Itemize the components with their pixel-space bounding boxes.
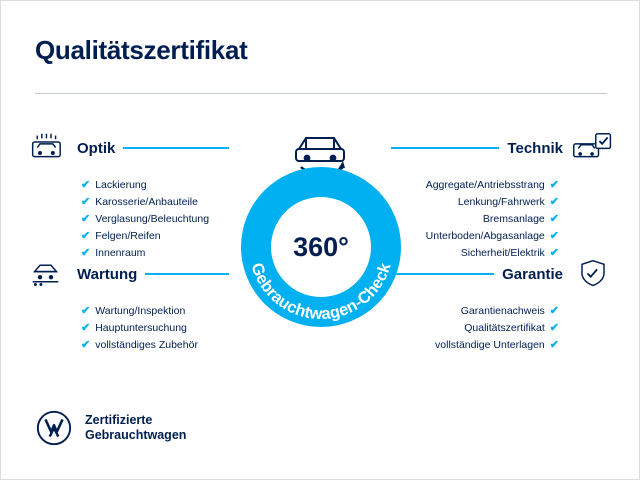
list-item-label: Hauptuntersuchung bbox=[95, 322, 187, 334]
car-lift-icon bbox=[29, 257, 69, 291]
check-icon: ✔ bbox=[549, 339, 559, 351]
title-divider bbox=[35, 93, 607, 94]
footer-text bbox=[85, 413, 186, 443]
section-garantie-title: Garantie bbox=[502, 265, 563, 283]
check-icon: ✔ bbox=[549, 179, 559, 191]
shield-check-icon bbox=[571, 257, 611, 291]
footer-line-1: Zertifizierte bbox=[85, 413, 153, 427]
list-item-label: Bremsanlage bbox=[482, 213, 545, 225]
section-technik-title: Technik bbox=[507, 139, 563, 157]
list-item bbox=[81, 303, 229, 320]
list-item-label: Unterboden/Abgasanlage bbox=[425, 230, 545, 242]
check-icon: ✔ bbox=[549, 230, 559, 242]
list-item bbox=[391, 320, 559, 337]
section-optik-title: Optik bbox=[77, 139, 116, 157]
check-icon: ✔ bbox=[549, 322, 559, 334]
list-item-label: Sicherheit/Elektrik bbox=[460, 247, 545, 259]
section-wartung-title: Wartung bbox=[77, 265, 138, 283]
section-wartung-rule bbox=[145, 273, 229, 275]
check-icon: ✔ bbox=[81, 179, 91, 191]
section-optik bbox=[29, 131, 229, 262]
car-checklist-icon bbox=[571, 131, 611, 165]
section-wartung bbox=[29, 257, 229, 354]
list-item-label: vollständiges Zubehör bbox=[95, 339, 198, 351]
badge-360-gebrauchtwagen-check bbox=[223, 119, 419, 324]
section-optik-header bbox=[29, 131, 229, 165]
check-icon: ✔ bbox=[81, 230, 91, 242]
section-optik-rule bbox=[123, 147, 229, 149]
check-icon: ✔ bbox=[549, 196, 559, 208]
check-icon: ✔ bbox=[81, 305, 91, 317]
list-item bbox=[81, 177, 229, 194]
section-technik-header bbox=[391, 131, 611, 165]
footer-brand bbox=[35, 409, 186, 447]
list-item-label: Garantienachweis bbox=[460, 305, 545, 317]
list-item-label: Qualitätszertifikat bbox=[464, 322, 545, 334]
list-item-label: vollständige Unterlagen bbox=[435, 339, 545, 351]
check-icon: ✔ bbox=[81, 322, 91, 334]
page-title: Qualitätszertifikat bbox=[35, 35, 248, 65]
svg-text:Gebrauchtwagen-Check: Gebrauchtwagen-Check bbox=[247, 260, 395, 324]
list-item bbox=[81, 320, 229, 337]
check-icon: ✔ bbox=[81, 247, 91, 259]
list-item bbox=[81, 211, 229, 228]
check-icon: ✔ bbox=[549, 305, 559, 317]
badge-degrees: 360° bbox=[293, 231, 349, 262]
check-icon: ✔ bbox=[81, 213, 91, 225]
check-icon: ✔ bbox=[81, 339, 91, 351]
list-item-label: Aggregate/Antriebsstrang bbox=[425, 179, 545, 191]
list-item-label: Wartung/Inspektion bbox=[95, 305, 186, 317]
check-icon: ✔ bbox=[549, 247, 559, 259]
list-item bbox=[81, 337, 229, 354]
footer-line-2: Gebrauchtwagen bbox=[85, 428, 187, 442]
section-wartung-items bbox=[81, 303, 229, 354]
check-icon: ✔ bbox=[81, 196, 91, 208]
list-item-label: Karosserie/Anbauteile bbox=[95, 196, 198, 208]
section-wartung-header bbox=[29, 257, 229, 291]
list-item-label: Verglasung/Beleuchtung bbox=[95, 213, 210, 225]
check-icon: ✔ bbox=[549, 213, 559, 225]
section-garantie bbox=[391, 257, 611, 354]
list-item-label: Innenraum bbox=[95, 247, 146, 259]
section-garantie-header bbox=[391, 257, 611, 291]
list-item-label: Lenkung/Fahrwerk bbox=[457, 196, 545, 208]
list-item bbox=[81, 228, 229, 245]
section-technik bbox=[391, 131, 611, 262]
list-item-label: Lackierung bbox=[95, 179, 147, 191]
vw-logo bbox=[35, 409, 73, 447]
list-item-label: Felgen/Reifen bbox=[95, 230, 161, 242]
list-item bbox=[81, 194, 229, 211]
car-wash-icon bbox=[29, 131, 69, 165]
section-optik-items bbox=[81, 177, 229, 262]
list-item bbox=[391, 337, 559, 354]
